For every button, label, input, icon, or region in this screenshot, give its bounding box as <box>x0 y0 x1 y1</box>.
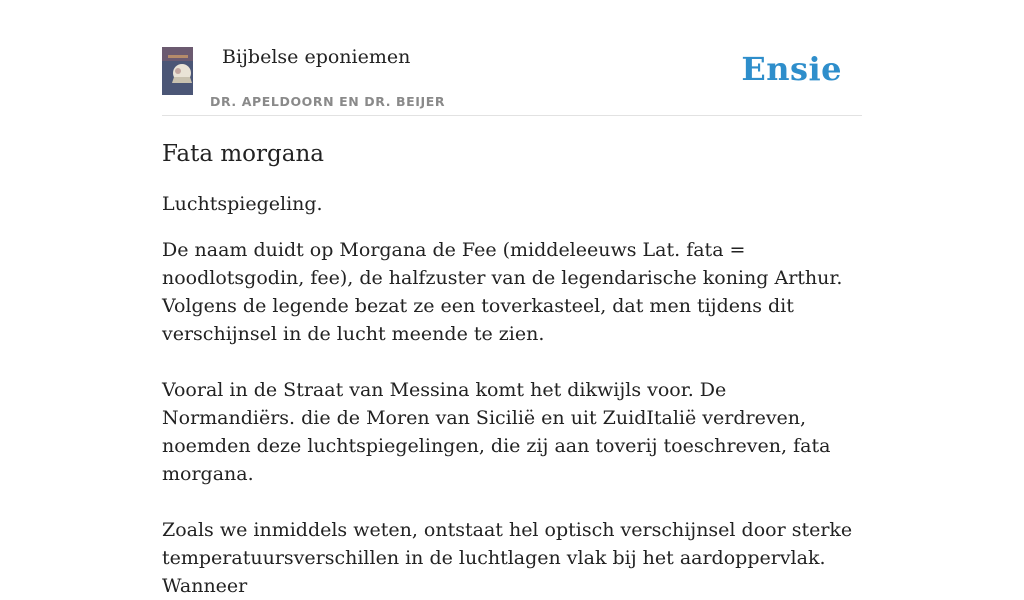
article-paragraph: Zoals we inmiddels weten, ontstaat hel optisch verschijnsel door sterke temperatuursverschillen in de luchtlagen vlak bij het aardoppervlak. Wanneer <box>162 519 853 597</box>
book-header <box>162 40 862 116</box>
article-paragraph: Vooral in de Straat van Messina komt het dikwijls voor. De Normandiërs. die de Moren van Sicilië en uit ZuidItalië verdreven, noemden deze luchtspiegelingen, die zij aan toverij toeschreven, fata morgana. <box>162 379 831 485</box>
book-authors: DR. APELDOORN EN DR. BEIJER <box>210 94 446 109</box>
book-cover-avatar[interactable] <box>162 47 210 95</box>
article-paragraph: De naam duidt op Morgana de Fee (middeleeuws Lat. fata = noodlotsgodin, fee), de halfzuster van de legendarische koning Arthur. Volgens de legende bezat ze een toverkasteel, dat men tijdens dit verschijnsel in de lucht meende te zien. <box>162 239 843 345</box>
article-subtitle: Luchtspiegeling. <box>162 193 323 215</box>
article-title: Fata morgana <box>162 141 324 167</box>
article <box>162 138 862 600</box>
ensie-logo[interactable]: Ensie <box>741 50 842 88</box>
book-title[interactable]: Bijbelse eponiemen <box>222 46 411 68</box>
